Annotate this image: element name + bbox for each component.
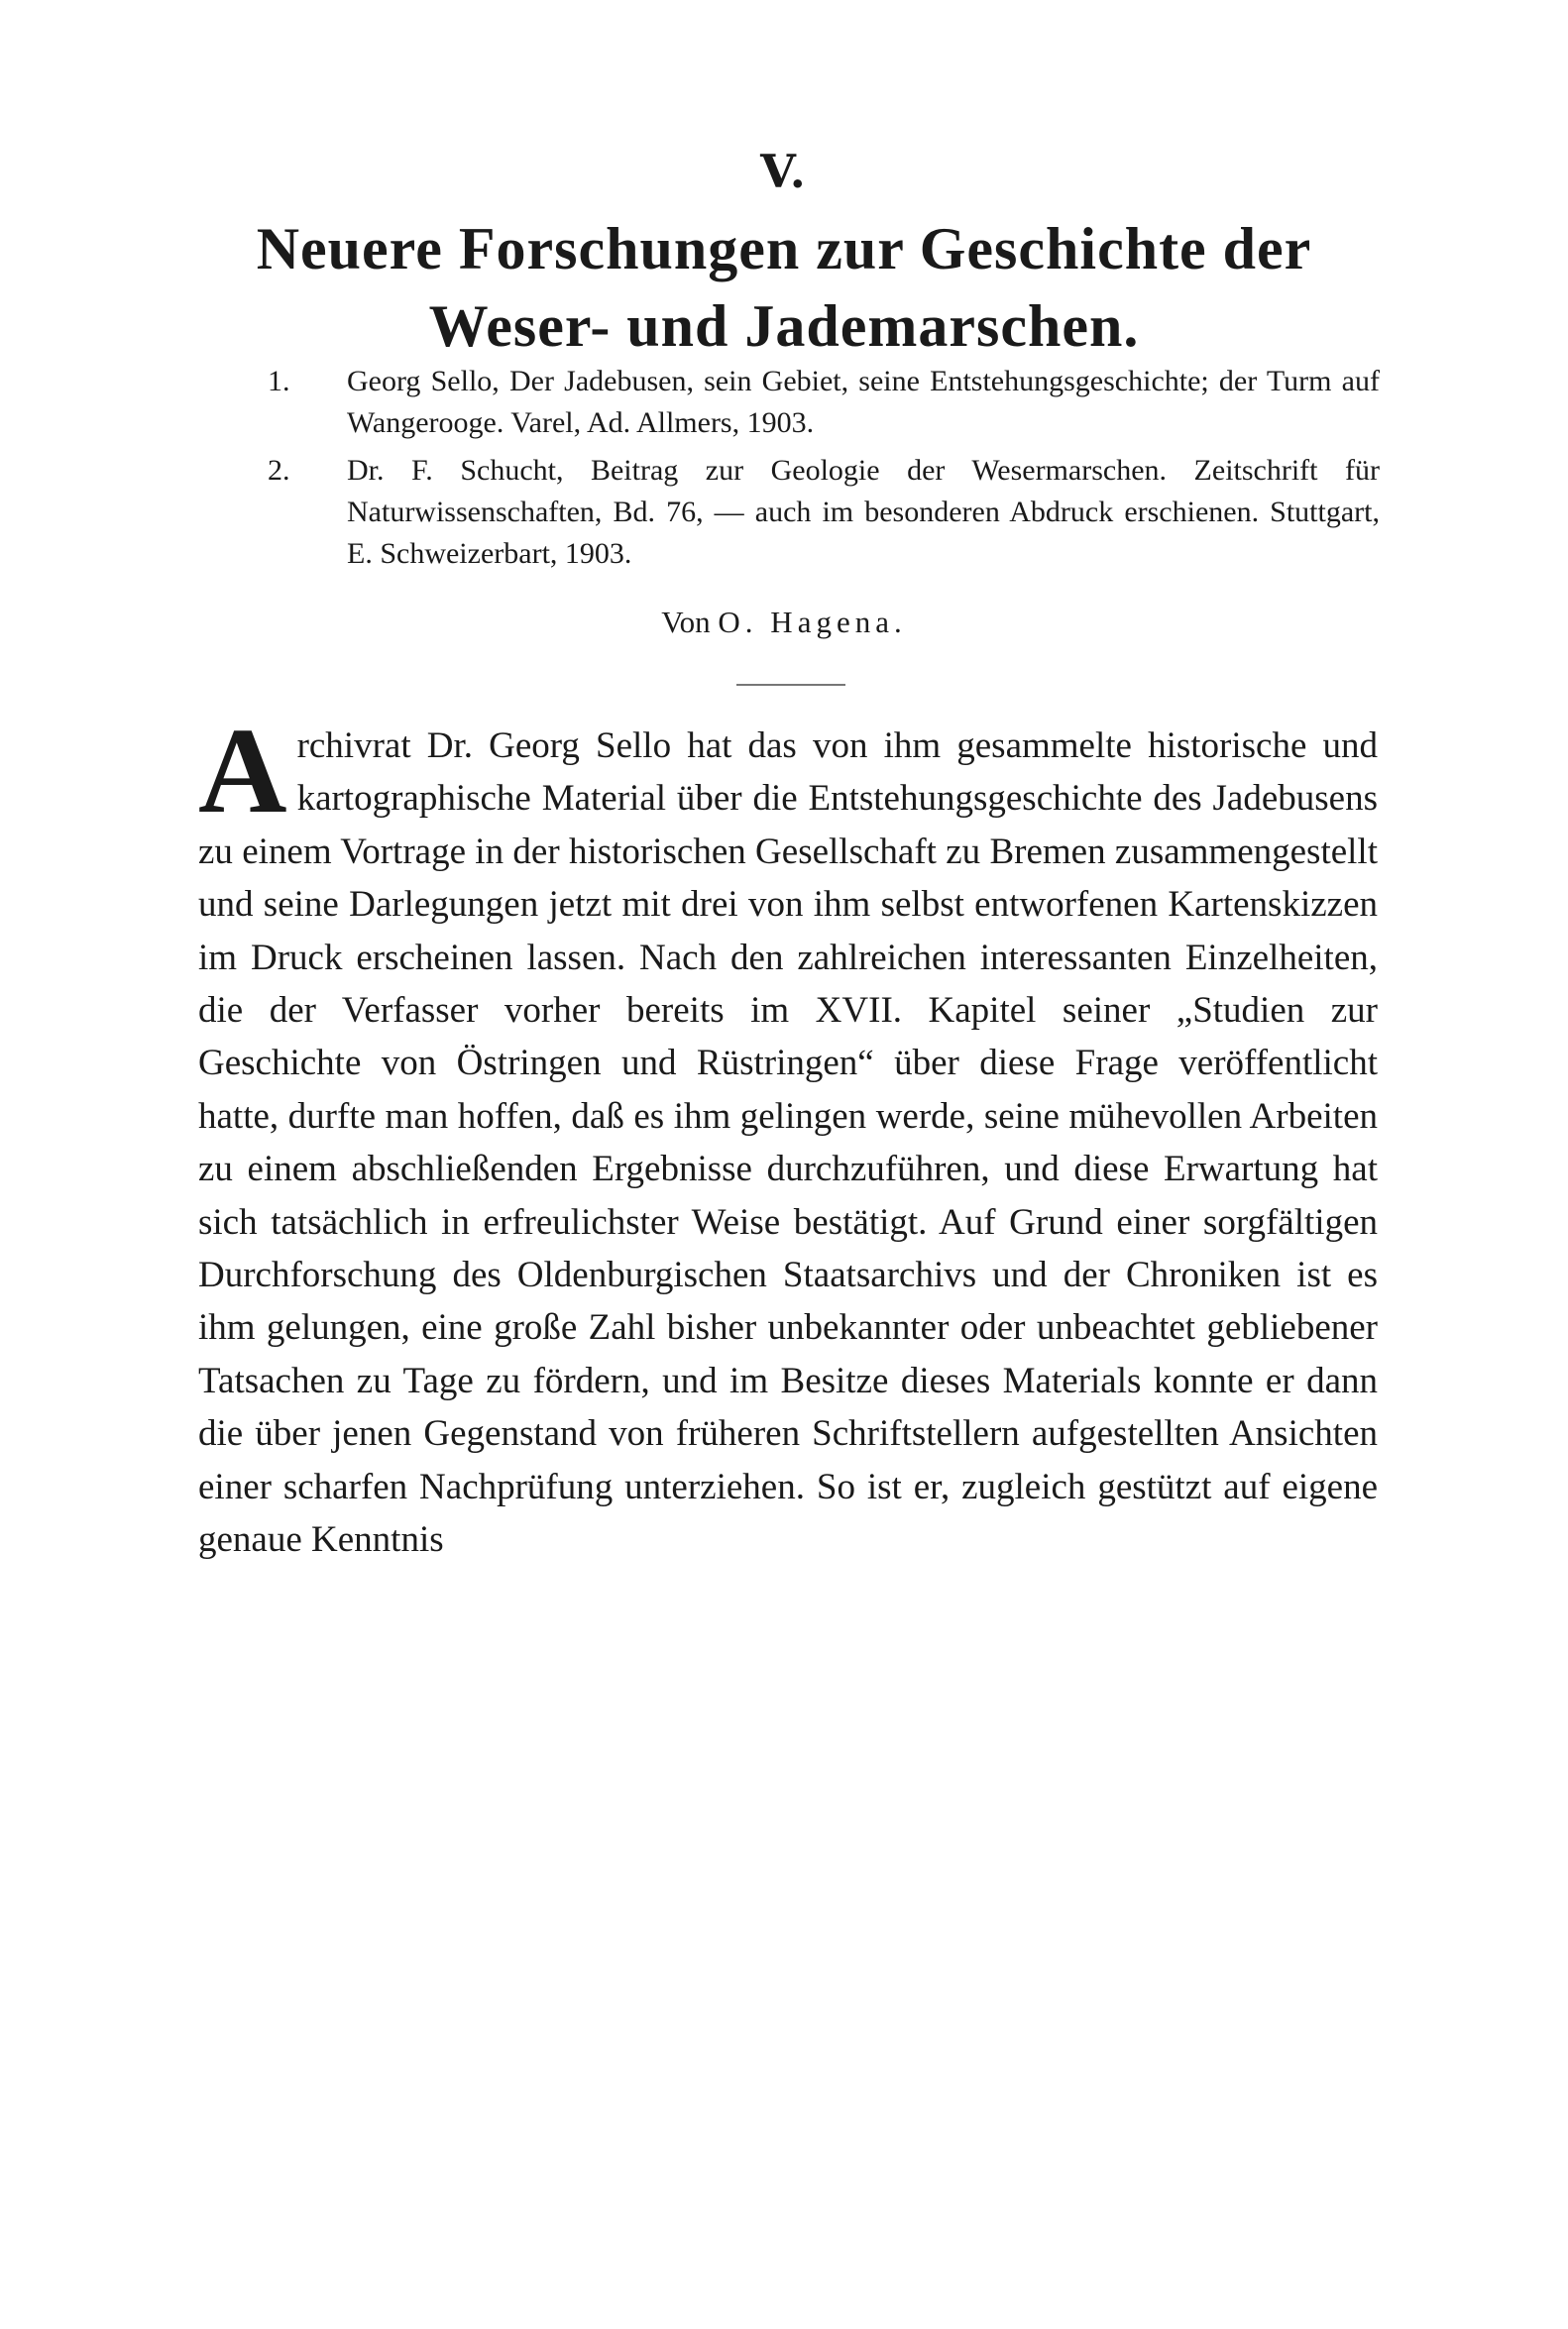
reference-text: Georg Sello, Der Jadebusen, sein Gebiet, seine Entstehungsgeschichte; der Turm auf Wangerooge. Varel, Ad. Allmers, 1903. <box>347 365 1380 439</box>
reference-list <box>268 361 1380 581</box>
body-text <box>198 703 1378 1567</box>
author-name: O. Hagena. <box>718 605 907 639</box>
section-divider <box>736 684 845 686</box>
author-byline <box>0 605 1568 640</box>
author-prefix: Von <box>661 605 711 639</box>
article-title <box>198 210 1370 365</box>
reference-text: Dr. F. Schucht, Beitrag zur Geologie der Wesermarschen. Zeitschrift für Naturwissenschaften, Bd. 76, — auch im besonderen Abdruck erschienen. Stuttgart, E. Schweizerbart, 1903. <box>347 454 1380 570</box>
reference-number: 2. <box>268 454 290 487</box>
reference-number: 1. <box>268 365 290 397</box>
title-line-2: Weser- und Jademarschen. <box>428 293 1140 359</box>
reference-item <box>268 450 1380 575</box>
title-line-1: Neuere Forschungen zur Geschichte der <box>256 216 1312 281</box>
paragraph-text: rchivrat Dr. Georg Sello hat das von ihm gesammelte historische und kartographische Material über die Entstehungsgeschichte des Jadebusens zu einem Vortrage in der historischen Gesellschaft zu Bremen zusammengestellt und seine Darlegungen jetzt mit drei von ihm selbst entworfenen Kartenskizzen im Druck erscheinen lassen. Nach den zahlreichen interessanten Einzelheiten, die der Verfasser vorher bereits im XVII. Kapitel seiner „Studien zur Geschichte von Östringen und Rüstringen“ über diese Frage veröffentlicht hatte, durfte man hoffen, daß es ihm gelingen werde, seine mühevollen Arbeiten zu einem abschließenden Ergebnisse durchzuführen, und diese Erwartung hat sich tatsächlich in erfreulichster Weise bestätigt. Auf Grund einer sorgfältigen Durchforschung des Oldenburgischen Staatsarchivs und der Chroniken ist es ihm gelungen, eine große Zahl bisher unbekannter oder unbeachtet gebliebener Tatsachen zu Tage zu fördern, und im Besitze dieses Materials konnte er dann die über jenen Gegenstand von früheren Schriftstellern aufgestellten Ansichten einer scharfen Nachprüfung unterziehen. So ist er, zugleich gestützt auf eigene genaue Kenntnis <box>198 725 1378 1561</box>
drop-cap: A <box>198 703 287 838</box>
reference-item <box>268 361 1380 444</box>
chapter-number: V. <box>760 145 808 198</box>
body-paragraph <box>198 703 1378 1567</box>
